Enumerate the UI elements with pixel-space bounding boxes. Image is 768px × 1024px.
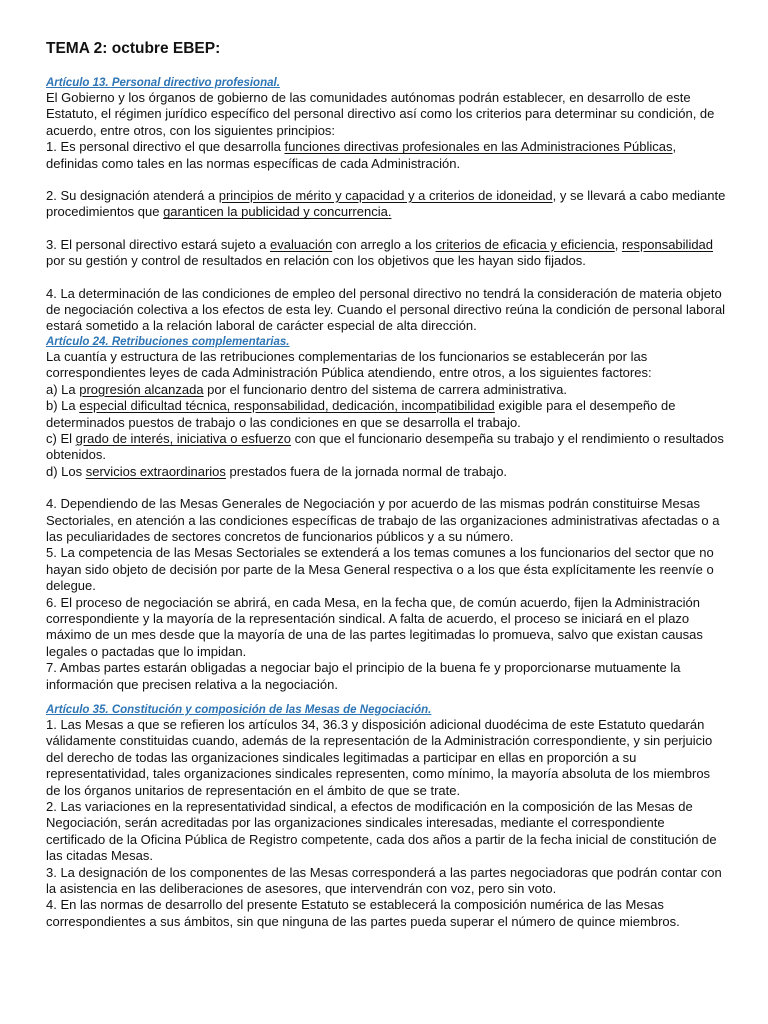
text-span: c) El — [46, 430, 76, 446]
article-24-item-b — [46, 398, 726, 431]
text-span: 3. El personal directivo estará sujeto a — [46, 236, 271, 252]
article-24-item-c — [46, 431, 726, 464]
article-13-point-2 — [46, 188, 726, 221]
article-24-intro: La cuantía y estructura de las retribuciones complementarias de los funcionarios se establecerán por las correspondientes leyes de cada Administración Pública atendiendo, entre otros, a los siguientes factores: — [46, 348, 652, 381]
text-span: , — [614, 236, 622, 252]
article-13-point-1 — [46, 139, 726, 172]
underlined-text: especial dificultad técnica, responsabilidad, dedicación, incompatibilidad — [79, 398, 495, 414]
article-13-point-4: 4. La determinación de las condiciones de empleo del personal directivo no tendrá la consideración de materia objeto de negociación colectiva a los efectos de esta ley. Cuando el personal directivo reúna la condición de personal laboral estará sometido a la relación laboral de carácter especial de alta dirección. — [46, 285, 726, 334]
article-35-point-2: 2. Las variaciones en la representatividad sindical, a efectos de modificación en la composición de las Mesas de Negociación, serán acreditadas por las organizaciones sindicales interesadas, mediante el correspondiente certificado de la Oficina Pública de Registro competente, cada dos años a partir de la fecha inicial de constitución de las citadas Mesas. — [46, 799, 717, 864]
text-span: prestados fuera de la jornada normal de trabajo. — [225, 463, 508, 479]
mesas-point-7: 7. Ambas partes estarán obligadas a negociar bajo el principio de la buena fe y proporcionarse mutuamente la información que precisen relativa a la negociación. — [46, 660, 681, 692]
text-span: 1. Es personal directivo el que desarrolla — [46, 139, 285, 155]
text-span: d) Los — [46, 463, 86, 479]
underlined-text: principios de mérito y capacidad y a criterios de idoneidad — [218, 188, 553, 204]
article-35-heading[interactable]: Artículo 35. Constitución y composición de las Mesas de Negociación. — [46, 704, 432, 716]
text-span: por el funcionario dentro del sistema de carrera administrativa. — [203, 381, 568, 397]
underlined-text: responsabilidad — [621, 236, 714, 252]
mesas-point-6: 6. El proceso de negociación se abrirá, en cada Mesa, en la fecha que, de común acuerdo, fijen la Administración correspondiente y la mayoría de la representación sindical. A falta de acuerdo, el proceso se iniciará en el plazo máximo de un mes desde que la mayoría de una de las partes legitimadas lo promueva, salvo que existan causas legales o pactadas que lo impidan. — [46, 594, 703, 659]
text-span: por su gestión y control de resultados en relación con los objetivos que les hayan sido fijados. — [46, 253, 586, 269]
article-13-heading[interactable]: Artículo 13. Personal directivo profesional. — [46, 77, 280, 89]
text-span: con que el funcionario desempeña su trabajo y el rendimiento o resultados obtenidos. — [46, 430, 724, 463]
text-span: exigible para el desempeño de determinados puestos de trabajo o las condiciones en que se desarrolla el trabajo. — [46, 398, 676, 430]
page-title: TEMA 2: octubre EBEP: — [46, 40, 221, 57]
text-span: a) La — [46, 381, 80, 397]
article-13-point-3 — [46, 237, 726, 270]
mesas-point-4: 4. Dependiendo de las Mesas Generales de Negociación y por acuerdo de las mismas podrán constituirse Mesas Sectoriales, en atención a las condiciones específicas de trabajo de las organizaciones administrativas afectadas o a las peculiaridades de sectores concretos de funcionarios públicos y a su número. — [46, 496, 720, 544]
article-35-point-4: 4. En las normas de desarrollo del presente Estatuto se establecerá la composición numérica de las Mesas correspondientes a sus ámbitos, sin que ninguna de las partes pueda superar el número de quince miembros. — [46, 897, 680, 929]
article-24-heading[interactable]: Artículo 24. Retribuciones complementarias. — [46, 335, 290, 348]
text-span: 2. Su designación atenderá a — [46, 188, 219, 204]
text-span: , y se llevará a cabo mediante procedimientos que — [46, 188, 726, 220]
underlined-text: servicios extraordinarios — [85, 463, 226, 479]
article-13-intro: El Gobierno y los órganos de gobierno de las comunidades autónomas podrán establecer, en desarrollo de este Estatuto, el régimen jurídico específico del personal directivo así como los criterios para determinar su condición, de acuerdo, entre otros, con los siguientes principios: — [46, 90, 715, 138]
underlined-text: criterios de eficacia y eficiencia — [435, 236, 615, 252]
article-35-point-1: 1. Las Mesas a que se refieren los artículos 34, 36.3 y disposición adicional duodécima de este Estatuto quedarán válidamente constituidas cuando, además de la representación de la Administración correspondiente, y sin perjuicio del derecho de todas las organizaciones sindicales legitimadas a participar en ellas en proporción a su representatividad, tales organizaciones sindicales representen, como mínimo, la mayoría absoluta de los miembros de los órganos unitarios de representación en el ámbito de que se trate. — [46, 717, 713, 798]
text-span: b) La — [46, 398, 80, 414]
underlined-text: progresión alcanzada — [79, 381, 204, 397]
article-35-point-3: 3. La designación de los componentes de las Mesas corresponderá a las partes negociadoras que podrán contar con la asistencia en las deliberaciones de asesores, que intervendrán con voz, pero sin voto. — [46, 864, 722, 897]
underlined-text: grado de interés, iniciativa o esfuerzo — [75, 430, 291, 446]
underlined-text: garanticen la publicidad y concurrencia. — [163, 204, 392, 220]
article-24-item-d — [46, 464, 726, 480]
text-span: con arreglo a los — [332, 236, 436, 252]
document-page — [46, 40, 726, 930]
text-span: , definidas como tales en las normas específicas de cada Administración. — [46, 139, 677, 171]
mesas-point-5: 5. La competencia de las Mesas Sectoriales se extenderá a los temas comunes a los funcionarios del sector que no hayan sido objeto de decisión por parte de la Mesa General respectiva o a los que ésta explícitamente les reenvíe o delegue. — [46, 545, 714, 594]
underlined-text: evaluación — [270, 236, 333, 252]
underlined-text: funciones directivas profesionales en las Administraciones Públicas — [284, 139, 673, 155]
article-24-item-a — [46, 382, 726, 398]
